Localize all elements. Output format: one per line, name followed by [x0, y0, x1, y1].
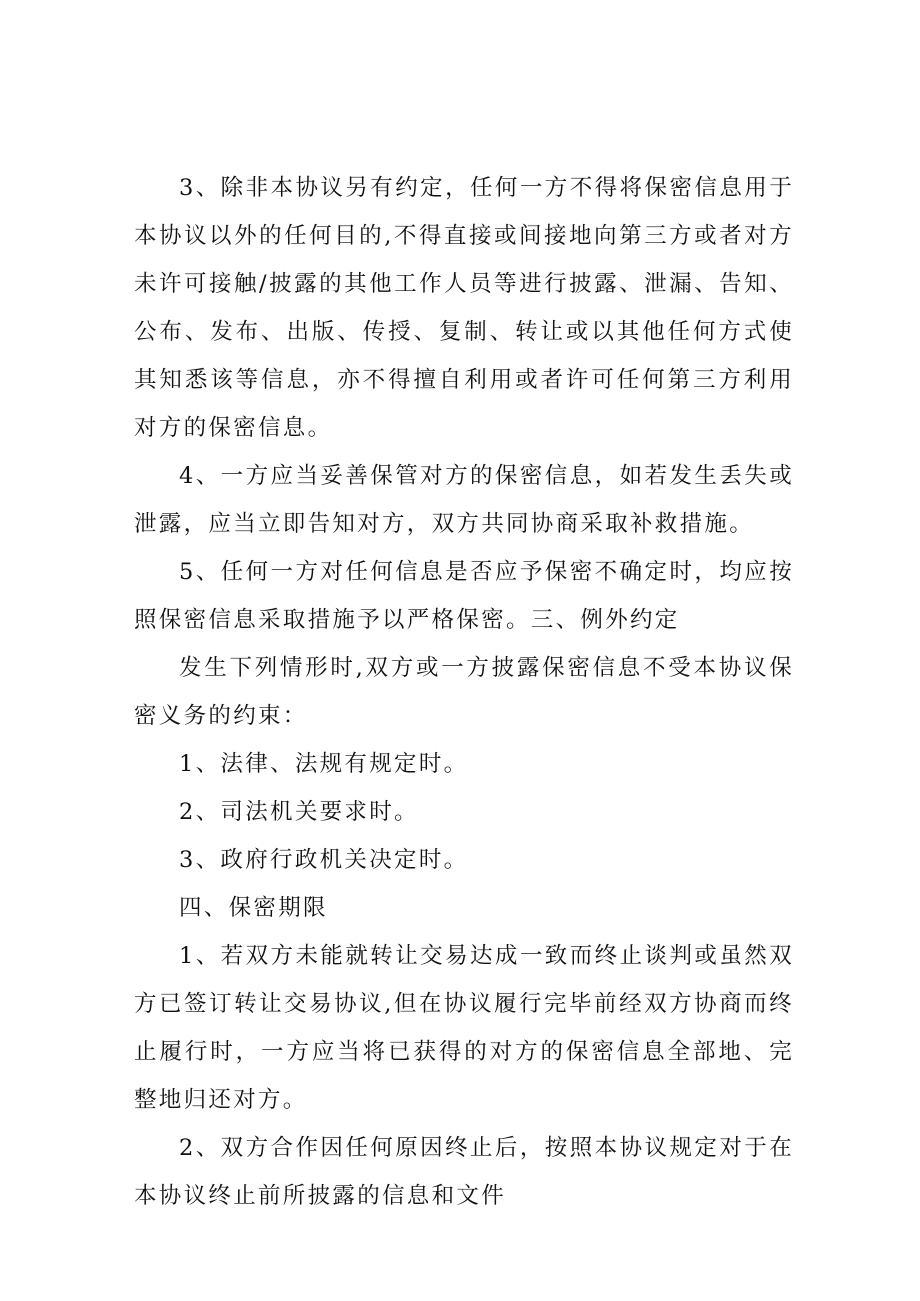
paragraph-period-clause-2: 2、双方合作因任何原因终止后，按照本协议规定对于在本协议终止前所披露的信息和文件	[134, 1135, 794, 1209]
section-heading-confidentiality-period: 四、保密期限	[179, 895, 328, 921]
paragraph-clause-3-confidential-use: 3、除非本协议另有约定，任何一方不得将保密信息用于本协议以外的任何目的,不得直接或间接地向第三方或者对方未许可接触/披露的其他工作人员等进行披露、泄漏、告知、公布、发布、出版、传授、复制、转让或以其他任何方式使其知悉该等信息，亦不得擅自利用或者许可任何第三方利用对方的保密信息。	[134, 175, 794, 441]
paragraph-period-clause-1: 1、若双方未能就转让交易达成一致而终止谈判或虽然双方已签订转让交易协议,但在协议履行完毕前经双方协商而终止履行时，一方应当将已获得的对方的保密信息全部地、完整地归还对方。	[134, 943, 794, 1113]
paragraph-exceptions-intro: 发生下列情形时,双方或一方披露保密信息不受本协议保密义务的约束：	[134, 655, 794, 729]
document-body	[134, 164, 794, 1220]
paragraph-clause-4-safekeeping: 4、一方应当妥善保管对方的保密信息，如若发生丢失或泄露，应当立即告知对方，双方共同协商采取补救措施。	[134, 463, 794, 537]
paragraph-clause-5-uncertain-info: 5、任何一方对任何信息是否应予保密不确定时，均应按照保密信息采取措施予以严格保密。三、例外约定	[134, 559, 794, 633]
paragraph-exception-1: 1、法律、法规有规定时。	[179, 751, 469, 777]
paragraph-exception-2: 2、司法机关要求时。	[179, 799, 419, 825]
paragraph-exception-3: 3、政府行政机关决定时。	[179, 847, 469, 873]
